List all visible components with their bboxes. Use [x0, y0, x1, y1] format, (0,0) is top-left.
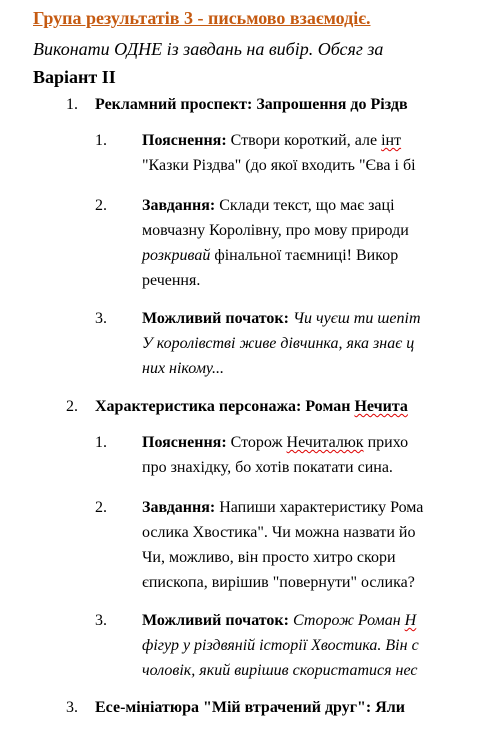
item-text: Створи короткий, але: [226, 132, 382, 149]
item-line: фігур у різдвяній історії Хвостика. Він с: [142, 637, 419, 654]
item-label: Можливий початок:: [142, 612, 289, 629]
item-line: ослика Хвостика". Чи можна назвати йо: [142, 524, 416, 541]
item-label: Можливий початок:: [142, 310, 289, 327]
section-number: 3.: [66, 699, 78, 716]
item-label: Завдання:: [142, 499, 216, 516]
item-line: них нікому...: [142, 360, 224, 377]
variant-heading: Варіант ІІ: [33, 67, 116, 87]
item-text: Сторож: [226, 434, 287, 451]
item-line: [142, 610, 416, 632]
item-line: речення.: [142, 272, 201, 289]
item-line: У королівстві живе дівчинка, яка знає ц: [142, 335, 415, 352]
item-label: Пояснення:: [142, 132, 227, 149]
item-line: мовчазну Королівну, про мову природи: [142, 222, 409, 239]
item-label: Завдання:: [142, 197, 216, 214]
item-line: про знахідку, бо хотів покатати сина.: [142, 459, 393, 476]
spellcheck-word: інт: [381, 132, 402, 149]
item-number: 1.: [95, 132, 107, 149]
item-line: чоловік, який вирішив скористатися нес: [142, 662, 418, 679]
item-line: [142, 497, 423, 519]
item-text-italic: Чи чуєш ти шепіт: [288, 310, 421, 327]
spellcheck-word: Нечиталюк: [286, 434, 364, 451]
item-line: [142, 130, 401, 152]
item-text-italic: розкривай: [142, 247, 211, 264]
section-heading: [95, 396, 408, 418]
item-number: 1.: [95, 434, 107, 451]
item-number: 2.: [95, 197, 107, 214]
item-text: Склади текст, що має заці: [215, 197, 395, 214]
item-text: прихо: [363, 434, 409, 451]
item-line: [142, 308, 421, 330]
item-line: [142, 245, 398, 267]
section-heading: Рекламний проспект: Запрошення до Різдв: [95, 96, 408, 113]
item-number: 2.: [95, 499, 107, 516]
section-heading: Есе-мініатюра "Мій втрачений друг": Яли: [95, 699, 405, 716]
item-text-italic: Сторож Роман: [288, 612, 405, 629]
item-line: [142, 195, 395, 217]
item-line: "Казки Різдва" (до якої входить "Єва і бі: [142, 157, 416, 174]
spellcheck-word: Н: [404, 612, 417, 629]
page-title: Група результатів 3 - письмово взаємодіє.: [33, 8, 371, 28]
item-number: 3.: [95, 310, 107, 327]
instructions-text: Виконати ОДНЕ із завдань на вибір. Обсяг за: [33, 39, 384, 59]
section-number: 1.: [66, 96, 78, 113]
item-label: Пояснення:: [142, 434, 227, 451]
section-heading-text: Характеристика персонажа: Роман: [95, 398, 355, 415]
item-text: фінальної таємниці! Викор: [210, 247, 399, 264]
item-line: [142, 432, 408, 454]
spellcheck-word: Нечита: [354, 398, 408, 415]
item-line: єпископа, вирішив "повернути" ослика?: [142, 574, 415, 591]
item-text: Напиши характеристику Рома: [215, 499, 424, 516]
section-number: 2.: [66, 398, 78, 415]
item-line: Чи, можливо, він просто хитро скори: [142, 549, 396, 566]
item-number: 3.: [95, 612, 107, 629]
